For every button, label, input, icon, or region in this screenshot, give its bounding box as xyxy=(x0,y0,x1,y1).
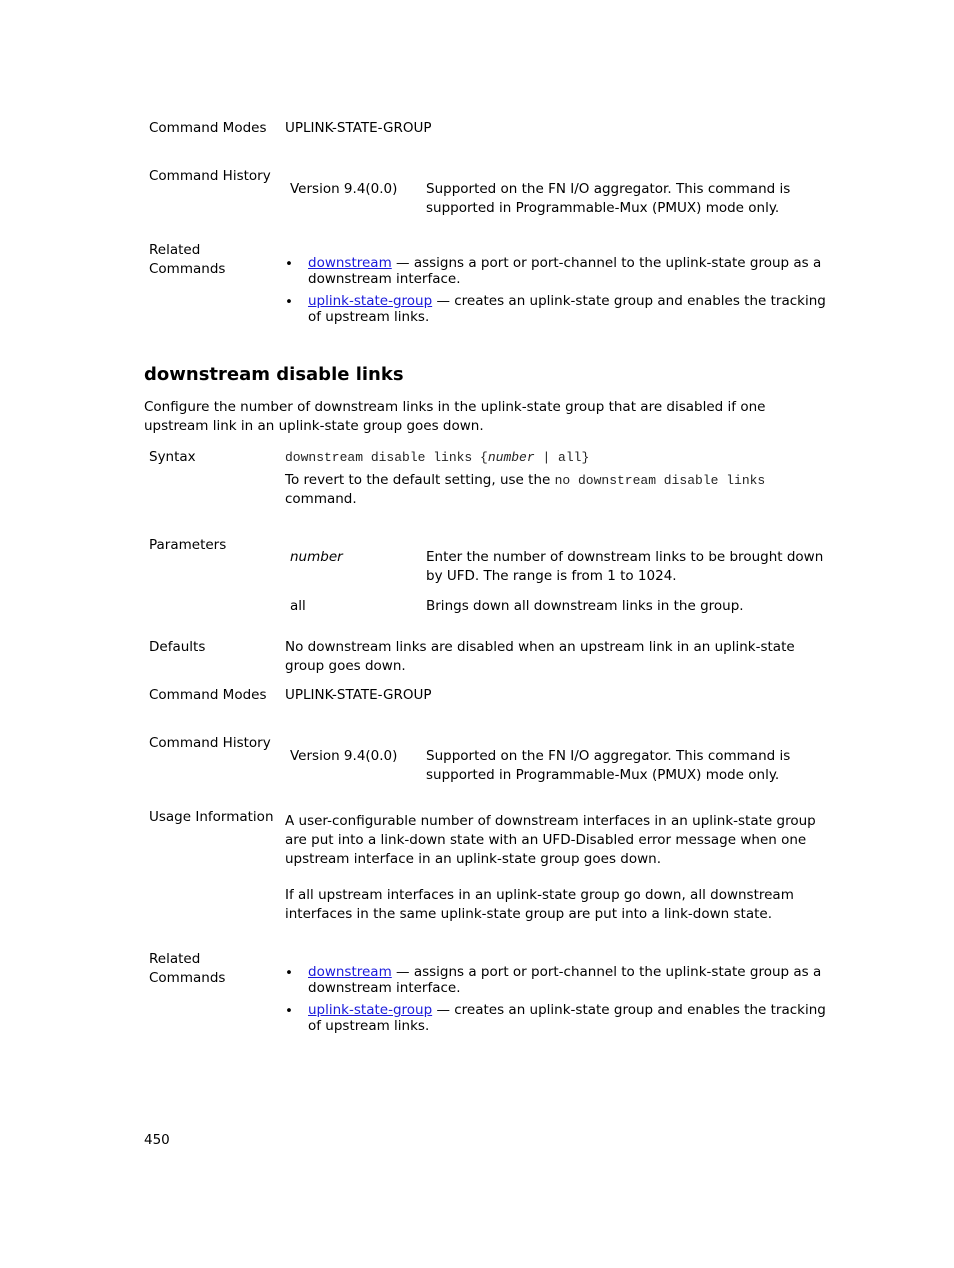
revert-text: To revert to the default setting, use the no downstream disable links command. xyxy=(285,472,766,507)
command-history-label: Command History xyxy=(149,735,271,751)
param-description: Enter the number of downstream links to be brought down by UFD. The range is from 1 to 1024. xyxy=(426,549,824,584)
command-modes-label: Command Modes xyxy=(149,120,267,136)
syntax-param: number xyxy=(487,450,535,465)
related-commands-label: Related Commands xyxy=(149,951,226,986)
downstream-link[interactable]: downstream xyxy=(308,255,392,271)
command-modes-value: UPLINK-STATE-GROUP xyxy=(285,120,432,136)
command-modes-label: Command Modes xyxy=(149,687,267,703)
section-intro: Configure the number of downstream links in the uplink-state group that are disabled if one upstream link in an uplink-state group goes down. xyxy=(144,399,766,434)
usage-information-label: Usage Information xyxy=(149,809,274,825)
syntax-command: downstream disable links {number | all} xyxy=(285,450,590,465)
param-name: number xyxy=(290,549,343,565)
syntax-label: Syntax xyxy=(149,449,196,465)
bullet-icon: • xyxy=(285,965,293,981)
history-description: Supported on the FN I/O aggregator. This command is supported in Programmable-Mux (PMUX) mode only. xyxy=(426,181,791,216)
history-version: Version 9.4(0.0) xyxy=(290,181,398,197)
defaults-value: No downstream links are disabled when an upstream link in an uplink-state group goes down. xyxy=(285,639,795,674)
related-commands-label: Related Commands xyxy=(149,242,226,277)
param-name: all xyxy=(290,598,306,614)
defaults-label: Defaults xyxy=(149,639,206,655)
uplink-state-group-link[interactable]: uplink-state-group xyxy=(308,1002,433,1018)
bullet-icon: • xyxy=(285,256,293,272)
bullet-icon: • xyxy=(285,1003,293,1019)
revert-command: no downstream disable links xyxy=(554,473,766,488)
usage-paragraph: If all upstream interfaces in an uplink-state group go down, all downstream interfaces in the same uplink-state group are put into a link-down state. xyxy=(285,887,794,922)
related-desc: — creates an uplink-state group and enables the tracking of upstream links. xyxy=(308,293,826,325)
parameters-label: Parameters xyxy=(149,537,227,553)
command-modes-value: UPLINK-STATE-GROUP xyxy=(285,687,432,703)
related-desc: — creates an uplink-state group and enables the tracking of upstream links. xyxy=(308,1002,826,1034)
related-desc: — assigns a port or port-channel to the uplink-state group as a downstream interface. xyxy=(308,255,822,287)
downstream-link[interactable]: downstream xyxy=(308,964,392,980)
usage-paragraph: A user-configurable number of downstream interfaces in an uplink-state group are put into a link-down state with an UFD-Disabled error message when one upstream interface in an uplink-state group goes down. xyxy=(285,813,816,867)
history-version: Version 9.4(0.0) xyxy=(290,748,398,764)
section-title: downstream disable links xyxy=(144,364,404,385)
page-number: 450 xyxy=(144,1132,170,1148)
uplink-state-group-link[interactable]: uplink-state-group xyxy=(308,293,433,309)
history-description: Supported on the FN I/O aggregator. This command is supported in Programmable-Mux (PMUX) mode only. xyxy=(426,748,791,783)
related-desc: — assigns a port or port-channel to the uplink-state group as a downstream interface. xyxy=(308,964,822,996)
bullet-icon: • xyxy=(285,294,293,310)
command-history-label: Command History xyxy=(149,168,271,184)
param-description: Brings down all downstream links in the group. xyxy=(426,598,744,614)
